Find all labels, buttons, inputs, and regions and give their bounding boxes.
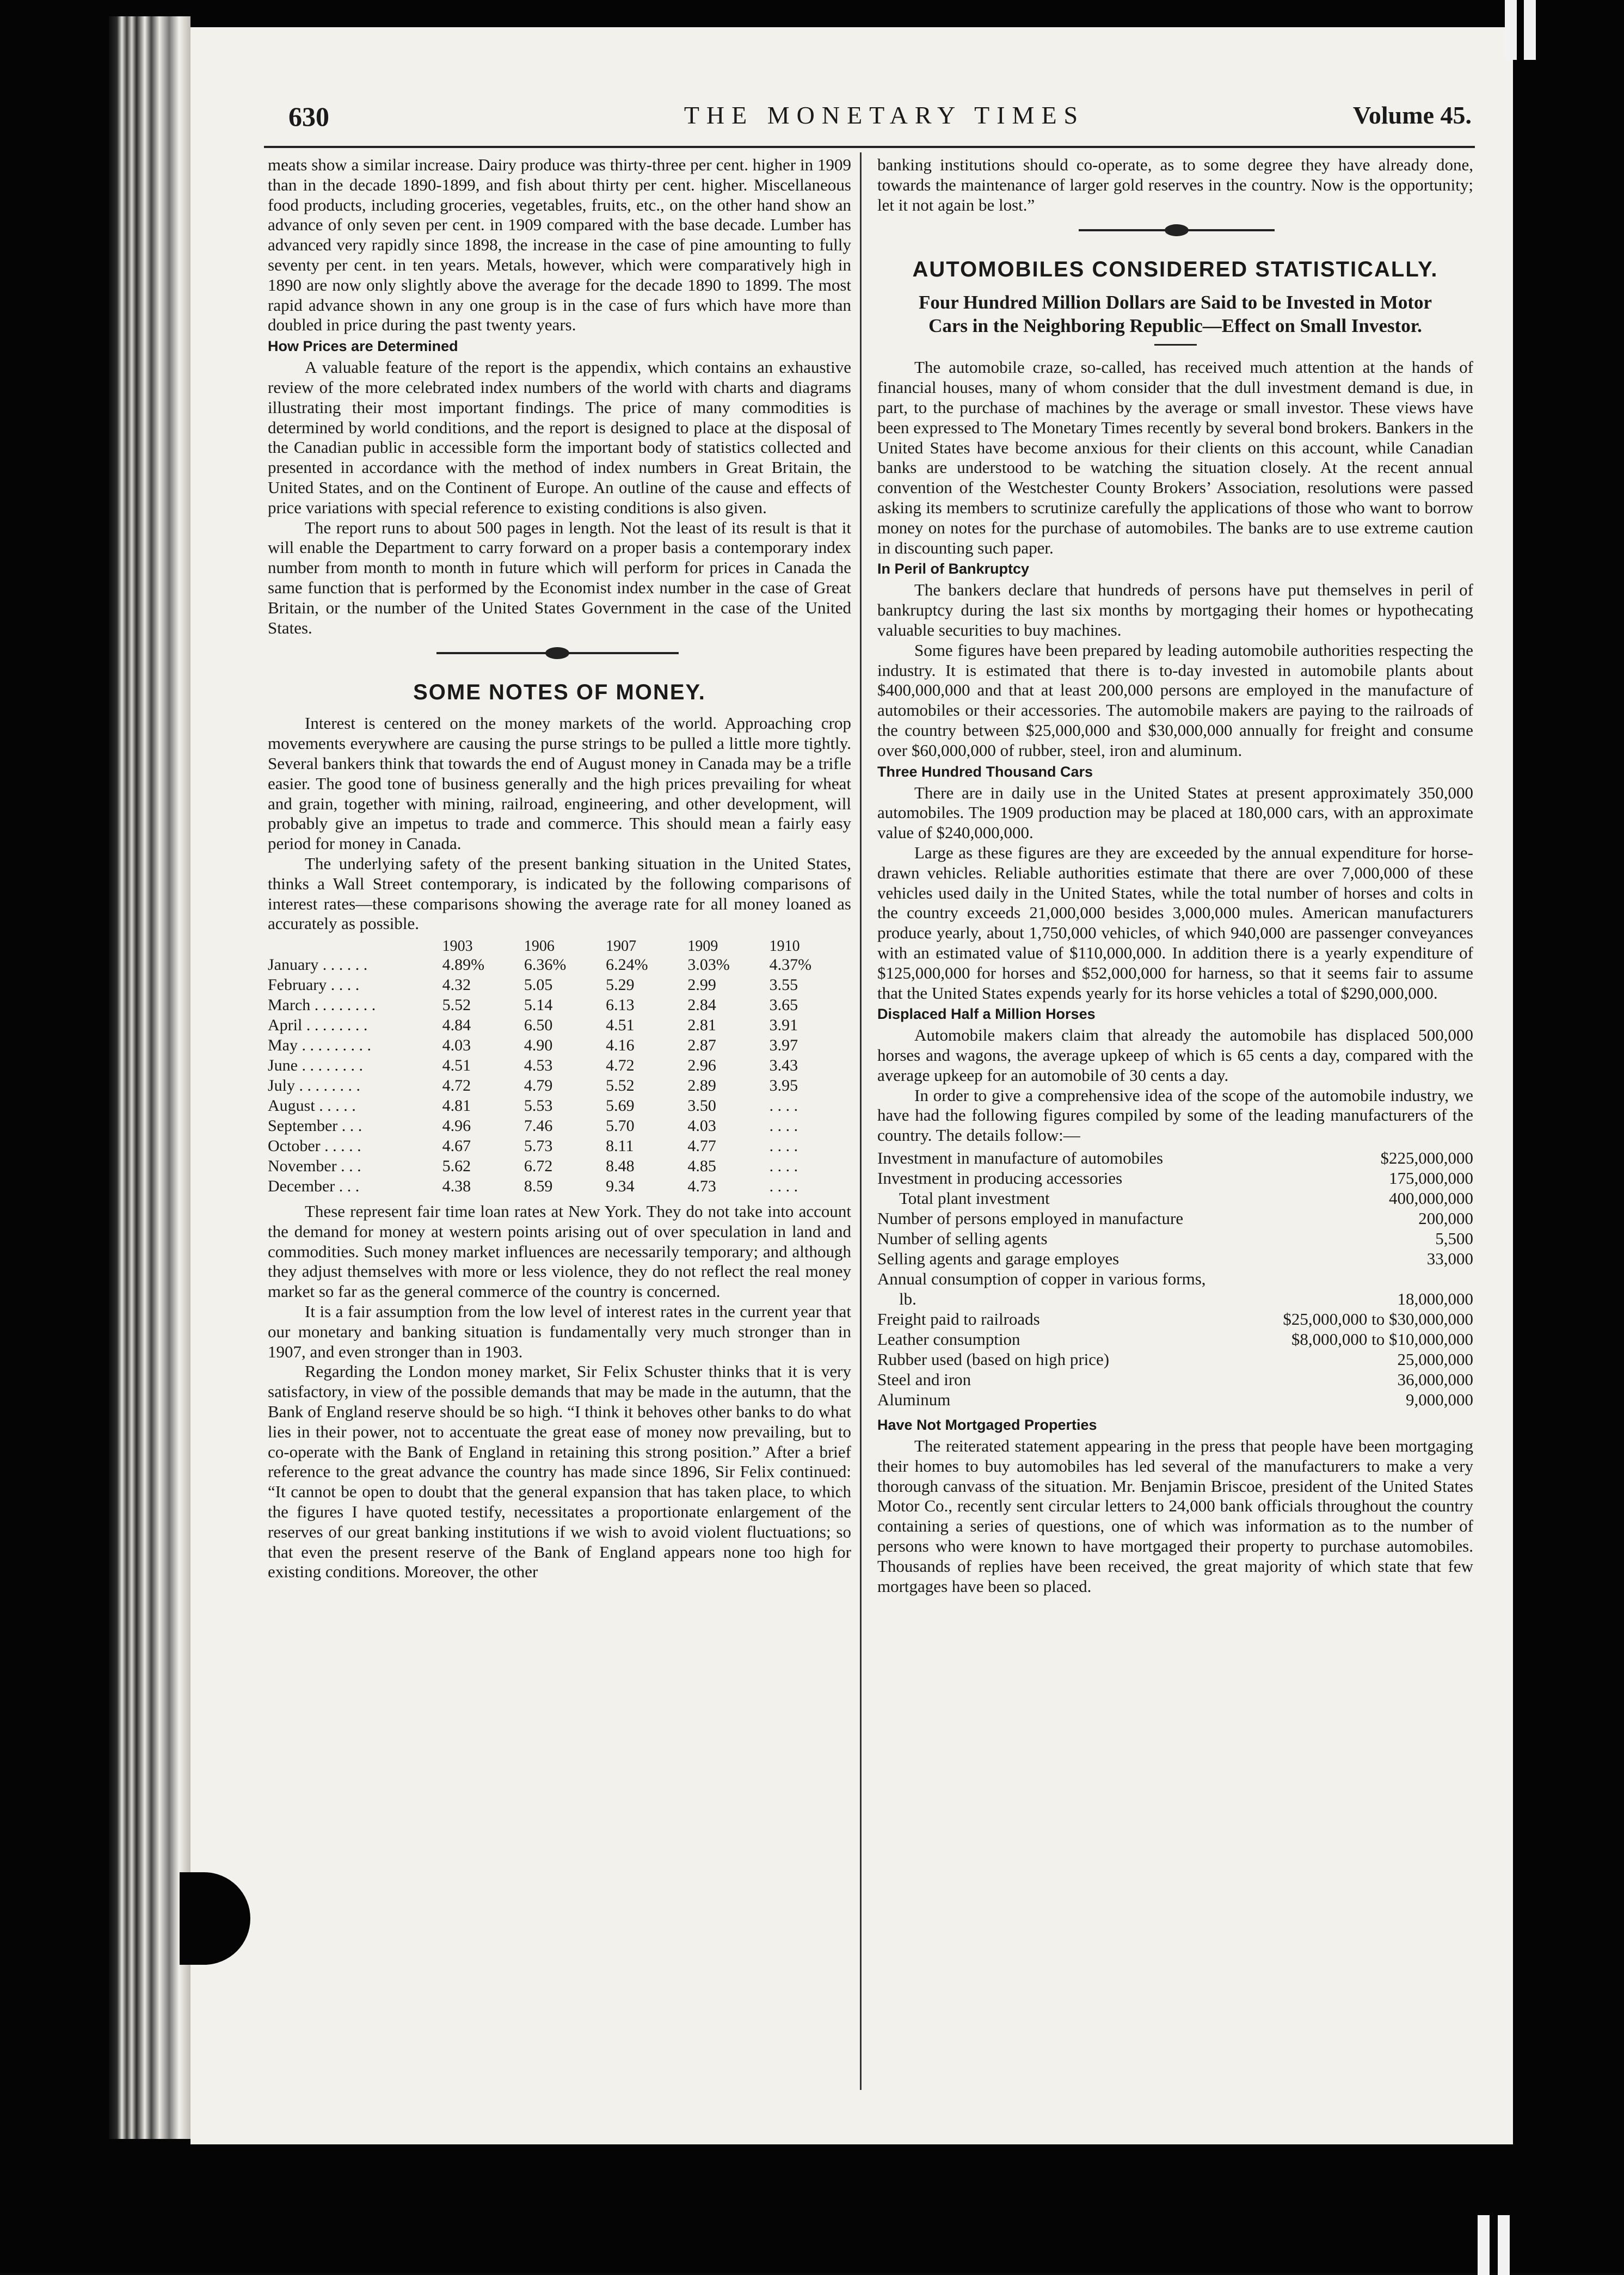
month-label <box>268 955 442 975</box>
masthead-title: THE MONETARY TIMES <box>684 101 1085 129</box>
stat-value: $25,000,000 to $30,000,000 <box>1283 1309 1473 1329</box>
rate-cell: 5.52 <box>606 1077 635 1095</box>
table-row <box>877 1208 1473 1228</box>
month-name: May <box>268 1036 298 1055</box>
rate-cell: 4.72 <box>606 1056 635 1075</box>
rate-cell: 3.50 <box>687 1097 716 1115</box>
stat-label-text: Aluminum <box>877 1390 954 1409</box>
dot-leader: . . . . . . . . <box>298 1056 363 1075</box>
rate-cell: 5.05 <box>524 976 553 994</box>
rate-cell: 4.37% <box>769 956 812 974</box>
rate-cell: 4.79 <box>524 1077 553 1095</box>
rate-cell: 8.11 <box>606 1137 634 1155</box>
month-label <box>268 1176 442 1196</box>
rate-cell: 4.16 <box>606 1036 635 1055</box>
month-label <box>268 1116 442 1136</box>
month-label <box>268 1015 442 1035</box>
stat-label-text: Number of selling agents <box>877 1229 1051 1248</box>
article-paragraph: The bankers declare that hundreds of persons have put themselves in peril of bankruptcy during the last six months by mortgaging their homes or hypothecating valuable securities to buy machines. <box>877 580 1473 640</box>
stat-label <box>877 1168 1283 1188</box>
table-row <box>268 1136 851 1156</box>
stat-label-text: Investment in producing accessories <box>877 1169 1125 1188</box>
interest-rates-table <box>268 938 851 1196</box>
article-paragraph: Some figures have been prepared by leading automobile authorities respecting the industry. It is estimated that there is to-day invested in automobile plants about $400,000,000 and that at least 200,000 persons are employed in the manufacture of automobiles or their accessories. The automobile makers are paying to the railroads of the country between $25,000,000 and $30,000,000 annually for freight and consume over $60,000,000 of rubber, steel, iron and aluminum. <box>877 640 1473 760</box>
rate-cell: 4.03 <box>687 1117 716 1135</box>
rate-cell: 2.87 <box>687 1036 716 1055</box>
article-deck: Four Hundred Million Dollars are Said to be Invested in Motor Cars in the Neighboring Republic—Effect on Small Investor. <box>918 292 1432 337</box>
stat-value: 400,000,000 <box>1389 1189 1473 1208</box>
year-header: 1907 <box>606 938 637 955</box>
table-row <box>877 1188 1473 1208</box>
stat-label <box>877 1309 1283 1329</box>
article-paragraph: Automobile makers claim that already the automobile has displaced 500,000 horses and wagons, the average upkeep of which is 65 cents a day, compared with the average upkeep for an automobile of 30 cents a day. <box>877 1025 1473 1085</box>
stat-label-text: Total plant investment <box>877 1189 1053 1208</box>
article-paragraph: There are in daily use in the United States at present approximately 350,000 automobiles. The 1909 production may be placed at 180,000 cars, with an approximate value of $240,000,000. <box>877 783 1473 843</box>
rate-cell: 5.52 <box>442 996 471 1014</box>
table-row <box>268 955 851 975</box>
stat-value: 5,500 <box>1435 1229 1473 1249</box>
article-paragraph: The reiterated statement appearing in the press that people have been mortgaging their homes to buy automobiles has led several of the manufacturers to make a very thorough canvass of the situation. Mr. Benjamin Briscoe, president of the United States Motor Co., recently sent circular letters to 24,000 bank officials throughout the country containing a series of questions, one of which was information as to the number of persons who were known to have mortgaged their property to purchase automobiles. Thousands of replies have been received, the great majority of which state that few mortgages have been so placed. <box>877 1436 1473 1596</box>
rate-cell: 3.03% <box>687 956 730 974</box>
rate-cell: 5.69 <box>606 1097 635 1115</box>
rate-cell: 4.90 <box>524 1036 553 1055</box>
month-label <box>268 1075 442 1096</box>
stat-label <box>877 1289 1283 1309</box>
rate-cell: . . . . <box>769 1117 798 1135</box>
rate-cell: 3.65 <box>769 996 798 1014</box>
rate-cell: 7.46 <box>524 1117 553 1135</box>
rate-cell: 2.96 <box>687 1056 716 1075</box>
stat-label-text: Steel and iron <box>877 1370 974 1389</box>
month-name: July <box>268 1077 296 1095</box>
stat-value <box>1283 1269 1473 1289</box>
rate-cell: 4.32 <box>442 976 471 994</box>
rate-cell: 2.89 <box>687 1077 716 1095</box>
stat-label-text: Selling agents and garage employes <box>877 1249 1122 1268</box>
stat-value: 25,000,000 <box>1397 1350 1473 1369</box>
rate-cell: 6.24% <box>606 956 648 974</box>
rate-cell: 5.29 <box>606 976 635 994</box>
month-label <box>268 1055 442 1075</box>
rate-cell: 4.03 <box>442 1036 471 1055</box>
table-row <box>877 1349 1473 1369</box>
stat-label <box>877 1369 1283 1389</box>
article-paragraph: A valuable feature of the report is the appendix, which contains an exhaustive review of the more celebrated index numbers of the world with charts and diagrams illustrating their most important findings. The price of many commodities is determined by world conditions, and the report is designed to place at the disposal of the Canadian public in accessible form the important body of statistics collected and presented in accordance with the method of index numbers in Great Britain, the United States, and on the Continent of Europe. An outline of the cause and effects of price variations with special reference to existing conditions is also given. <box>268 358 851 517</box>
month-label <box>268 1156 442 1176</box>
dot-leader: . . . . . . . . <box>310 996 376 1014</box>
rate-cell: 3.97 <box>769 1036 798 1055</box>
article-paragraph: The automobile craze, so-called, has received much attention at the hands of financial houses, many of whom consider that the dull investment demand is due, in part, to the purchase of machines by the average or small investor. These views have been expressed to The Monetary Times recently by several bond brokers. Bankers in the United States have become anxious for their clients on this account, while Canadian banks are understood to be watching the situation closely. At the recent annual convention of the Westchester County Brokers’ Association, resolutions were passed asking its members to scrutinize carefully the applications of those who want to borrow money on notes for the purchase of automobiles. The banks are to use extreme caution in discounting such paper. <box>877 358 1473 557</box>
page-number: 630 <box>288 101 329 132</box>
year-header: 1906 <box>524 938 555 955</box>
article-paragraph: In order to give a comprehensive idea of the scope of the automobile industry, we have had the following figures compiled by some of the leading manufacturers of the country. The details follow:— <box>877 1085 1473 1145</box>
table-row <box>877 1228 1473 1249</box>
table-row <box>268 1096 851 1116</box>
stat-value: 33,000 <box>1426 1249 1473 1269</box>
stat-label-text: Leather consumption <box>877 1330 1024 1349</box>
rate-cell: . . . . <box>769 1137 798 1155</box>
table-row <box>877 1249 1473 1269</box>
month-name: April <box>268 1016 303 1035</box>
rate-cell: 3.55 <box>769 976 798 994</box>
article-paragraph: Large as these figures are they are exceeded by the annual expenditure for horse-drawn vehicles. Reliable authorities estimate that there are over 7,000,000 of these vehicles used daily in the United States, while the total number of horses and colts in the country exceeds 21,000,000 besides 3,000,000 mules. American manufacturers produce yearly, about 1,750,000 vehicles, of which 940,000 are passenger conveyances with an estimated value of $110,000,000. In addition there is a yearly expenditure of $125,000,000 for horses and $52,000,000 for harness, so that it seems fair to assume that the United States expends yearly for its horse vehicles a total of $290,000,000. <box>877 843 1473 1003</box>
right-column <box>877 155 1473 1596</box>
automobile-stats-table <box>877 1148 1473 1410</box>
table-row <box>268 1015 851 1035</box>
table-header-row <box>268 938 851 955</box>
rate-cell: 5.53 <box>524 1097 553 1115</box>
short-rule <box>1154 344 1197 346</box>
stat-label-text: Number of persons employed in manufacture <box>877 1209 1186 1228</box>
article-paragraph: meats show a similar increase. Dairy produce was thirty-three per cent. higher in 1909 than in the decade 1890-1899, and fish about thirty per cent. higher. Miscellaneous food products, including groceries, vegetables, fruits, etc., on the other hand show an advance of only seven per cent. in 1909 compared with the base decade. Lumber has advanced very rapidly since 1898, the increase in the case of pine amounting to fully seventy per cent. in ten years. Metals, however, which were comparatively high in 1890 are now only slightly above the average for the decade 1890 to 1899. The most rapid advance shown in any one group is in the case of furs which have more than doubled in price during the past twenty years. <box>268 155 851 335</box>
stat-value: $225,000,000 <box>1380 1148 1473 1168</box>
stat-label-text: Freight paid to railroads <box>877 1309 1043 1329</box>
article-paragraph: It is a fair assumption from the low level of interest rates in the current year that our monetary and banking situation is fundamentally very much stronger than in 1907, and even stronger than in 1903. <box>268 1302 851 1361</box>
article-paragraph: The report runs to about 500 pages in length. Not the least of its result is that it will enable the Department to carry forward on a proper basis a contemporary index number from month to month in future which will perform for prices in Canada the same function that is performed by the Economist index number in the case of Great Britain, or the number of the United States Government in the case of the United States. <box>268 518 851 637</box>
year-header: 1910 <box>769 938 800 955</box>
rate-cell: 4.81 <box>442 1097 471 1115</box>
corner-mark <box>1498 2215 1510 2275</box>
subheading: Have Not Mortgaged Properties <box>877 1417 1097 1434</box>
rate-cell: 2.99 <box>687 976 716 994</box>
header-rule <box>264 146 1475 148</box>
rate-cell: 5.62 <box>442 1157 471 1176</box>
rate-cell: 6.36% <box>524 956 567 974</box>
stat-value: 18,000,000 <box>1397 1289 1473 1309</box>
rate-cell: 3.95 <box>769 1077 798 1095</box>
table-row <box>268 1055 851 1075</box>
stat-value: 36,000,000 <box>1397 1370 1473 1389</box>
rate-cell: 2.81 <box>687 1016 716 1035</box>
table-row <box>268 1116 851 1136</box>
table-row <box>268 1156 851 1176</box>
section-title: AUTOMOBILES CONSIDERED STATISTICALLY. <box>912 257 1438 282</box>
table-row <box>877 1369 1473 1389</box>
dot-leader: . . . <box>337 1117 362 1135</box>
stat-label-text: Investment in manufacture of automobiles <box>877 1148 1166 1167</box>
rate-cell: 4.89% <box>442 956 485 974</box>
stat-value: 200,000 <box>1418 1209 1473 1228</box>
dot-leader: . . . . . <box>320 1137 361 1155</box>
page-header <box>288 101 1480 144</box>
dot-leader: . . . . . . . . <box>302 1016 368 1035</box>
month-label <box>268 1096 442 1116</box>
corner-mark <box>1505 0 1517 60</box>
stat-label <box>877 1349 1283 1369</box>
book-spine <box>109 16 190 2139</box>
stat-label-text: Rubber used (based on high price) <box>877 1350 1112 1369</box>
rate-cell: 4.38 <box>442 1177 471 1196</box>
month-name: January <box>268 956 319 974</box>
rate-cell: 8.48 <box>606 1157 635 1176</box>
stat-value: 9,000,000 <box>1406 1390 1473 1410</box>
rate-cell: 4.85 <box>687 1157 716 1176</box>
stat-label <box>877 1329 1283 1349</box>
table-row <box>268 1176 851 1196</box>
column-divider <box>860 152 862 2090</box>
rate-cell: 4.96 <box>442 1117 471 1135</box>
ornament-divider <box>877 215 1473 248</box>
rate-cell: 4.73 <box>687 1177 716 1196</box>
dot-leader: . . . <box>336 1157 361 1176</box>
rate-cell: 4.77 <box>687 1137 716 1155</box>
month-name: March <box>268 996 311 1014</box>
article-paragraph: Regarding the London money market, Sir Felix Schuster thinks that it is very satisfactory, in view of the possible demands that may be made in the autumn, that the Bank of England reserve should be so high. “I think it behoves other banks to do what lies in their power, not to accentuate the great ease of money now prevailing, but to co-operate with the Bank of England in retaining this strong position.” After a brief reference to the great advance the country has made since 1896, Sir Felix continued: “It cannot be open to doubt that the general expansion that has taken place, to which the figures I have quoted testify, necessitates a proportionate enlargement of the reserves of our great banking institutions if we wish to avoid violent fluctuations; so that even the present reserve of the Bank of England appears none too high for existing conditions. Moreover, the other <box>268 1362 851 1582</box>
rate-cell: 6.13 <box>606 996 635 1014</box>
stat-label <box>877 1389 1283 1410</box>
rate-cell: 6.72 <box>524 1157 553 1176</box>
month-label <box>268 1035 442 1055</box>
rate-cell: 8.59 <box>524 1177 553 1196</box>
month-name: September <box>268 1117 338 1135</box>
rate-cell: 2.84 <box>687 996 716 1014</box>
volume-label: Volume 45. <box>1352 101 1472 129</box>
dot-leader: . . . . . . . . . <box>298 1036 371 1055</box>
corner-mark <box>1478 2215 1490 2275</box>
table-row <box>877 1269 1473 1289</box>
article-paragraph: banking institutions should co-operate, as to some degree they have already done, towards the maintenance of larger gold reserves in the country. Now is the opportunity; let it not again be lost.” <box>877 155 1473 214</box>
rate-cell: 3.91 <box>769 1016 798 1035</box>
rate-cell: 5.70 <box>606 1117 635 1135</box>
section-title: SOME NOTES OF MONEY. <box>413 680 706 705</box>
dot-leader: . . . <box>335 1177 360 1196</box>
table-row <box>877 1389 1473 1410</box>
table-row <box>877 1168 1473 1188</box>
month-name: February <box>268 976 327 994</box>
stat-label <box>877 1208 1283 1228</box>
stat-label <box>877 1148 1283 1168</box>
table-row <box>268 1075 851 1096</box>
month-name: June <box>268 1056 298 1075</box>
rate-cell: . . . . <box>769 1177 798 1196</box>
rate-cell: . . . . <box>769 1157 798 1176</box>
corner-mark <box>1524 0 1536 60</box>
ornament-divider <box>268 638 851 671</box>
subheading: Three Hundred Thousand Cars <box>877 763 1093 780</box>
rate-cell: 4.51 <box>442 1056 471 1075</box>
month-label <box>268 995 442 1015</box>
left-column <box>268 155 851 1582</box>
stat-value: 175,000,000 <box>1389 1169 1473 1188</box>
month-name: October <box>268 1137 321 1155</box>
stat-label <box>877 1269 1283 1289</box>
subheading: In Peril of Bankruptcy <box>877 561 1030 577</box>
article-paragraph: The underlying safety of the present banking situation in the United States, thinks a Wall Street contemporary, is indicated by the following comparisons of interest rates—these comparisons showing the average rate for all money loaned as accurately as possible. <box>268 853 851 933</box>
table-row <box>877 1309 1473 1329</box>
month-name: November <box>268 1157 337 1176</box>
stat-value: $8,000,000 to $10,000,000 <box>1291 1330 1473 1349</box>
rate-cell: 9.34 <box>606 1177 635 1196</box>
rate-cell: 5.73 <box>524 1137 553 1155</box>
article-paragraph: These represent fair time loan rates at New York. They do not take into account the demand for money at western points arising out of over speculation in land and commodities. Such money market influences are necessarily temporary; and although they adjust themselves with more or less violence, they do not reflect the real money market so far as the general commerce of the country is concerned. <box>268 1202 851 1301</box>
table-row <box>877 1289 1473 1309</box>
rate-cell: 4.67 <box>442 1137 471 1155</box>
table-row <box>268 975 851 995</box>
rate-cell: 4.72 <box>442 1077 471 1095</box>
table-row <box>877 1148 1473 1168</box>
year-header: 1909 <box>687 938 718 955</box>
article-paragraph: Interest is centered on the money markets of the world. Approaching crop movements everywhere are causing the purse strings to be pulled a little more tightly. Several bankers think that towards the end of August money in Canada may be a trifle easier. The good tone of business generally and the high prices prevailing for wheat and grain, together with mining, railroad, engineering, and other development, will probably give an impetus to trade and commerce. This should mean a fairly easy period for money in Canada. <box>268 714 851 853</box>
dot-leader: . . . . . <box>315 1097 356 1115</box>
subheading: Displaced Half a Million Horses <box>877 1006 1096 1023</box>
table-row <box>877 1329 1473 1349</box>
stat-label-text: lb. <box>877 1289 920 1308</box>
rate-cell: 5.14 <box>524 996 553 1014</box>
month-name: August <box>268 1097 315 1115</box>
month-name: December <box>268 1177 335 1196</box>
stat-label <box>877 1228 1283 1249</box>
rate-cell: . . . . <box>769 1097 798 1115</box>
subheading: How Prices are Determined <box>268 338 458 355</box>
year-header: 1903 <box>442 938 473 955</box>
rate-cell: 6.50 <box>524 1016 553 1035</box>
rate-cell: 4.53 <box>524 1056 553 1075</box>
month-label <box>268 975 442 995</box>
month-label <box>268 1136 442 1156</box>
rate-cell: 4.51 <box>606 1016 635 1035</box>
dot-leader: . . . . . . <box>318 956 368 974</box>
dot-leader: . . . . . . . . <box>295 1077 361 1095</box>
rate-cell: 4.84 <box>442 1016 471 1035</box>
rate-cell: 3.43 <box>769 1056 798 1075</box>
table-row <box>268 1035 851 1055</box>
stat-label <box>877 1188 1283 1208</box>
table-row <box>268 995 851 1015</box>
stat-label-text: Annual consumption of copper in various forms, <box>877 1269 1209 1288</box>
stat-label <box>877 1249 1283 1269</box>
dot-leader: . . . . <box>327 976 360 994</box>
